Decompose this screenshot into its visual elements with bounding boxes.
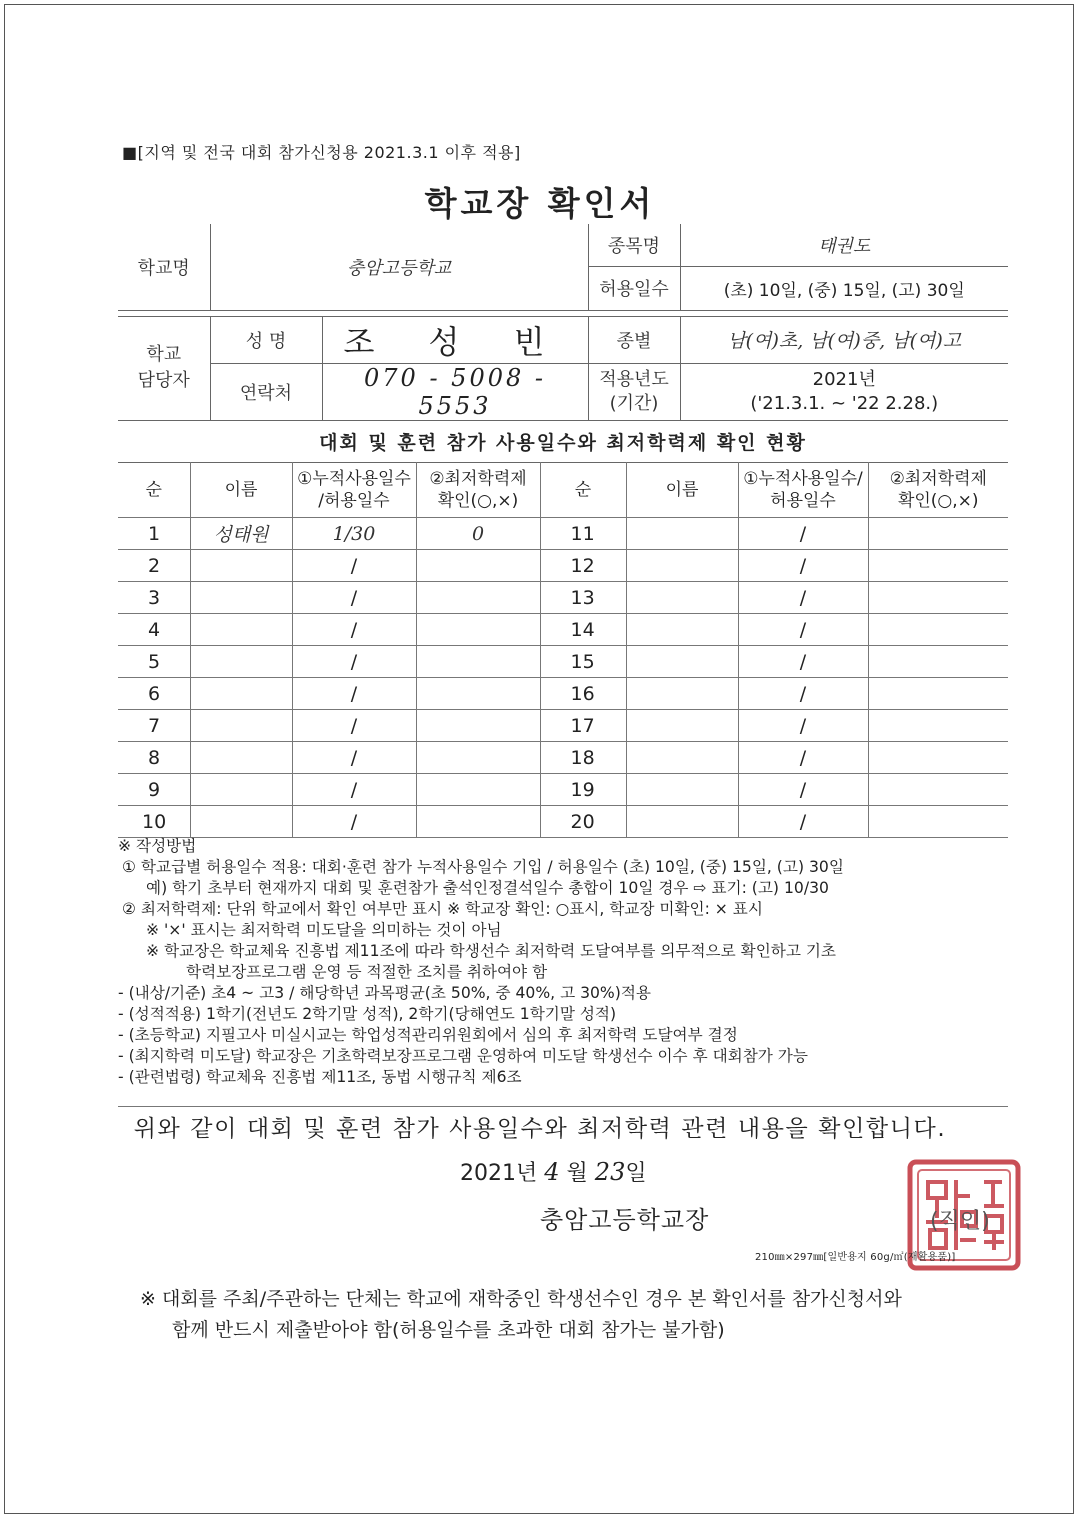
row-no-right: 15 bbox=[540, 646, 626, 678]
section-title: 대회 및 훈련 참가 사용일수와 최저학력제 확인 현황 bbox=[319, 432, 807, 454]
row-name-right bbox=[626, 582, 738, 614]
table-row bbox=[118, 518, 1008, 550]
row-check-right bbox=[868, 614, 1008, 646]
row-check bbox=[416, 678, 540, 710]
note-line: 학력보장프로그램 운영 등 적절한 조치를 취하여야 함 bbox=[186, 963, 548, 981]
row-name bbox=[190, 646, 292, 678]
row-check-right bbox=[868, 678, 1008, 710]
row-name bbox=[190, 742, 292, 774]
row-days-right: / bbox=[738, 678, 868, 710]
manager-label-line2: 담당자 bbox=[137, 370, 190, 391]
row-no-right: 14 bbox=[540, 614, 626, 646]
col-header-no-right: 순 bbox=[540, 463, 626, 518]
row-no: 7 bbox=[118, 710, 190, 742]
row-no: 2 bbox=[118, 550, 190, 582]
contact-label: 연락처 bbox=[210, 363, 322, 420]
row-no: 1 bbox=[118, 518, 190, 550]
note-line: - (최지학력 미도달) 학교장은 기초학력보장프로그램 운영하여 미도달 학생선수 이수 후 대회참가 가능 bbox=[118, 1047, 808, 1065]
footer-notice bbox=[140, 1284, 902, 1346]
writing-instructions bbox=[118, 836, 1018, 1088]
table-row bbox=[118, 774, 1008, 806]
date-month-unit: 월 bbox=[566, 1161, 588, 1186]
row-days-right: / bbox=[738, 742, 868, 774]
row-no-right: 11 bbox=[540, 518, 626, 550]
table-row bbox=[118, 614, 1008, 646]
col-header-days-line1: ①누적사용일수 bbox=[297, 469, 411, 489]
note-line: ※ '×' 표시는 최저학력 미도달을 의미하는 것이 아님 bbox=[146, 921, 502, 939]
row-name-right bbox=[626, 710, 738, 742]
row-check-right bbox=[868, 710, 1008, 742]
row-days: / bbox=[292, 550, 416, 582]
date-month: 4 bbox=[544, 1158, 560, 1186]
note-line: - (관련법령) 학교체육 진흥법 제11조, 동법 시행규칙 제6조 bbox=[118, 1068, 522, 1086]
year-label-line1: 적용년도 bbox=[599, 368, 669, 390]
row-days: 1/30 bbox=[292, 518, 416, 550]
row-check: 0 bbox=[416, 518, 540, 550]
row-name-right bbox=[626, 774, 738, 806]
row-no: 6 bbox=[118, 678, 190, 710]
row-days-right: / bbox=[738, 774, 868, 806]
row-no: 4 bbox=[118, 614, 190, 646]
row-name-right bbox=[626, 614, 738, 646]
row-check bbox=[416, 550, 540, 582]
col-header-name-right: 이름 bbox=[626, 463, 738, 518]
row-name bbox=[190, 710, 292, 742]
note-line: ※ 학교장은 학교체육 진흥법 제11조에 따라 학생선수 최저학력 도달여부를 의무적으로 확인하고 기초 bbox=[146, 942, 836, 960]
row-days: / bbox=[292, 614, 416, 646]
table-row bbox=[118, 806, 1008, 838]
row-check-right bbox=[868, 582, 1008, 614]
row-name bbox=[190, 678, 292, 710]
row-check-right bbox=[868, 742, 1008, 774]
row-check bbox=[416, 742, 540, 774]
row-days: / bbox=[292, 742, 416, 774]
row-check bbox=[416, 710, 540, 742]
name-label: 성 명 bbox=[210, 316, 322, 363]
year-label-line2: (기간) bbox=[609, 392, 659, 414]
event-label: 종목명 bbox=[588, 224, 680, 266]
gender-label: 종별 bbox=[588, 316, 680, 363]
manager-label-line1: 학교 bbox=[146, 344, 182, 365]
footer-line: ※ 대회를 주최/주관하는 단체는 학교에 재학중인 학생선수인 경우 본 확인서를 참가신청서와 bbox=[140, 1288, 902, 1310]
gender-value: 남(여)초, 남(여)중, 남(여)고 bbox=[680, 316, 1008, 363]
row-no: 3 bbox=[118, 582, 190, 614]
document-title: 학교장 확인서 bbox=[424, 184, 656, 223]
row-no: 10 bbox=[118, 806, 190, 838]
col-header-check-line2: 확인(○,×) bbox=[437, 491, 519, 511]
row-check-right bbox=[868, 806, 1008, 838]
row-days: / bbox=[292, 710, 416, 742]
manager-name-value: 조 성 빈 bbox=[322, 316, 588, 363]
school-name-label: 학교명 bbox=[118, 224, 210, 310]
row-days: / bbox=[292, 678, 416, 710]
row-days-right: / bbox=[738, 550, 868, 582]
table-row bbox=[118, 742, 1008, 774]
table-row bbox=[118, 582, 1008, 614]
row-name-right bbox=[626, 678, 738, 710]
col-header-days-line2: /허용일수 bbox=[318, 491, 390, 511]
col-header-check-right-line2: 확인(○,×) bbox=[897, 491, 979, 511]
footer-line: 함께 반드시 제출받아야 함(허용일수를 초과한 대회 참가는 불가함) bbox=[172, 1319, 725, 1341]
row-days: / bbox=[292, 646, 416, 678]
year-value-line2: ('21.3.1. ~ '22 2.28.) bbox=[750, 392, 939, 414]
row-check bbox=[416, 806, 540, 838]
row-name bbox=[190, 774, 292, 806]
row-check bbox=[416, 614, 540, 646]
row-no-right: 16 bbox=[540, 678, 626, 710]
col-header-no: 순 bbox=[118, 463, 190, 518]
row-no-right: 13 bbox=[540, 582, 626, 614]
row-no-right: 18 bbox=[540, 742, 626, 774]
row-no: 5 bbox=[118, 646, 190, 678]
row-no-right: 12 bbox=[540, 550, 626, 582]
row-days-right: / bbox=[738, 710, 868, 742]
allowed-days-value: (초) 10일, (중) 15일, (고) 30일 bbox=[680, 266, 1008, 310]
row-name: 성태원 bbox=[190, 518, 292, 550]
row-no: 8 bbox=[118, 742, 190, 774]
row-name bbox=[190, 614, 292, 646]
row-check-right bbox=[868, 646, 1008, 678]
paper-spec: 210㎜×297㎜[일반용지 60g/㎡(재활용품)] bbox=[755, 1252, 956, 1263]
school-name-value: 충암고등학교 bbox=[210, 224, 588, 310]
seal-label: (직인) bbox=[930, 1209, 990, 1234]
note-line: ② 최저학력제: 단위 학교에서 확인 여부만 표시 ※ 학교장 확인: ○표시, 학교장 미확인: × 표시 bbox=[122, 900, 763, 918]
row-check bbox=[416, 582, 540, 614]
info-table bbox=[118, 224, 1008, 421]
row-check bbox=[416, 646, 540, 678]
date-day-unit: 일 bbox=[625, 1161, 647, 1186]
note-line: - (성적적용) 1학기(전년도 2학기말 성적), 2학기(당해연도 1학기말 성적) bbox=[118, 1005, 617, 1023]
confirmation-statement: 위와 같이 대회 및 훈련 참가 사용일수와 최저학력 관련 내용을 확인합니다. bbox=[133, 1116, 947, 1142]
row-name-right bbox=[626, 518, 738, 550]
row-days: / bbox=[292, 774, 416, 806]
date-year: 2021년 bbox=[460, 1161, 538, 1186]
row-no-right: 19 bbox=[540, 774, 626, 806]
row-check bbox=[416, 774, 540, 806]
event-value: 태권도 bbox=[680, 224, 1008, 266]
col-header-check-line1: ②최저학력제 bbox=[429, 469, 527, 489]
row-name bbox=[190, 550, 292, 582]
row-name-right bbox=[626, 742, 738, 774]
col-header-days-right-line1: ①누적사용일수/ bbox=[743, 469, 863, 489]
row-check-right bbox=[868, 774, 1008, 806]
date-day: 23 bbox=[594, 1158, 626, 1186]
row-name bbox=[190, 806, 292, 838]
row-name bbox=[190, 582, 292, 614]
table-row bbox=[118, 550, 1008, 582]
note-line: 예) 학기 초부터 현재까지 대회 및 훈련참가 출석인정결석일수 총합이 10일 경우 ⇨ 표기: (고) 10/30 bbox=[146, 879, 829, 897]
col-header-days-right-line2: 허용일수 bbox=[770, 491, 836, 511]
table-row bbox=[118, 646, 1008, 678]
row-check-right bbox=[868, 518, 1008, 550]
row-no: 9 bbox=[118, 774, 190, 806]
principal-name: 충암고등학교장 bbox=[540, 1206, 710, 1234]
row-no-right: 20 bbox=[540, 806, 626, 838]
col-header-name: 이름 bbox=[190, 463, 292, 518]
row-days: / bbox=[292, 582, 416, 614]
table-row bbox=[118, 678, 1008, 710]
row-name-right bbox=[626, 646, 738, 678]
issue-date bbox=[460, 1156, 647, 1187]
note-line: - (내상/기준) 초4 ~ 고3 / 해당학년 과목평균(초 50%, 중 40%, 고 30%)적용 bbox=[118, 984, 651, 1002]
row-days-right: / bbox=[738, 582, 868, 614]
participant-table bbox=[118, 462, 1008, 838]
row-check-right bbox=[868, 550, 1008, 582]
row-days: / bbox=[292, 806, 416, 838]
row-days-right: / bbox=[738, 518, 868, 550]
table-row bbox=[118, 710, 1008, 742]
row-name-right bbox=[626, 550, 738, 582]
note-line: - (초등학교) 지필고사 미실시교는 학업성적관리위원회에서 심의 후 최저학력 도달여부 결정 bbox=[118, 1026, 738, 1044]
row-no-right: 17 bbox=[540, 710, 626, 742]
row-days-right: / bbox=[738, 806, 868, 838]
note-line: ① 학교급별 허용일수 적용: 대회·훈련 참가 누적사용일수 기입 / 허용일수 (초) 10일, (중) 15일, (고) 30일 bbox=[122, 858, 844, 876]
row-name-right bbox=[626, 806, 738, 838]
contact-value: 070 - 5008 - 5553 bbox=[322, 363, 588, 420]
divider bbox=[118, 1106, 1008, 1107]
notes-heading: ※ 작성방법 bbox=[118, 837, 197, 855]
form-header-note: ■[지역 및 전국 대회 참가신청용 2021.3.1 이후 적용] bbox=[122, 143, 521, 162]
row-days-right: / bbox=[738, 614, 868, 646]
allowed-days-label: 허용일수 bbox=[588, 266, 680, 310]
row-days-right: / bbox=[738, 646, 868, 678]
col-header-check-right-line1: ②최저학력제 bbox=[889, 469, 987, 489]
year-value-line1: 2021년 bbox=[812, 368, 876, 390]
